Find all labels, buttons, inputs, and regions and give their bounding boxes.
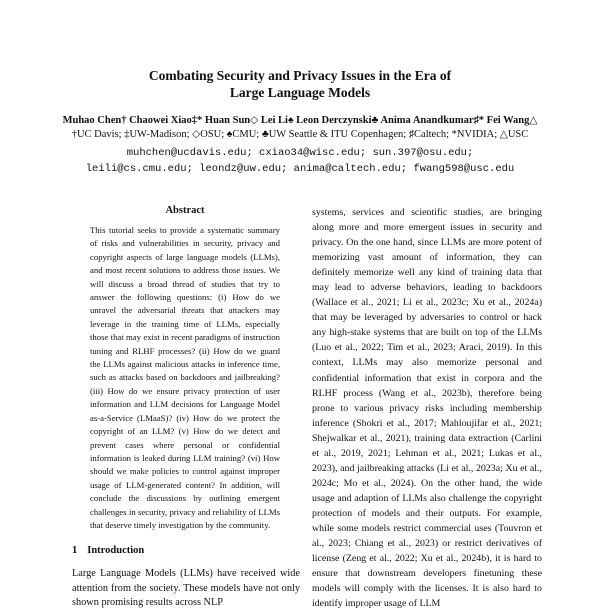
affiliation-list: †UC Davis; ‡UW-Madison; ◇OSU; ♠CMU; ♣UW Seattle & ITU Copenhagen; ♯Caltech; *NVIDIA; △USC — [71, 129, 529, 140]
email-line-2: leili@cs.cmu.edu; leondz@uw.edu; anima@caltech.edu; fwang598@usc.edu — [85, 163, 515, 175]
right-column-body: systems, services and scientific studies, are bringing along more and more emergent issues in security and privacy. On the one hand, since LLMs are more potent of memorizing vast amount of information, they can definitely memorize well any kind of training data that may lead to adverse behaviors, leading to backdoors (Wallace et al., 2021; Li et al., 2023c; Xu et al., 2024a) that may be leveraged by adversaries to control or hack any high-stake systems that are built on top of the LLMs (Luo et al., 2022; Tim et al., 2023; Araci, 2019). In this context, LLMs may also memorize personal and confidential information that exist in corpora and the RLHF process (Wang et al., 2023b), therefore being prone to various privacy risks including membership inference (Shokri et al., 2017; Mahloujifar et al., 2021; Shejwalkar et al., 2021), training data extraction (Carlini et al., 2019, 2021; Lehman et al., 2021; Lukas et al., 2023), and jailbreaking attacks (Li et al., 2023a; Xu et al., 2024c; Mo et al., 2024). On the other hand, the wide usage and adaption of LLMs also challenge the copyright protection of models and their outputs. For example, while some models restrict commercial uses (Touvron et al., 2023; Chiang et al., 2023) or restrict derivatives of license (Zeng et al., 2022; Xu et al., 2024b), it is hard to ensure that downstream developers finetuning these models will comply with the licenses. It is also hard to identify improper usage of LLM — [312, 207, 542, 610]
email-line-1: muhchen@ucdavis.edu; cxiao34@wisc.edu; sun.397@osu.edu; — [126, 147, 474, 159]
section-title: Introduction — [87, 545, 145, 556]
introduction-body: Large Language Models (LLMs) have received wide attention from the society. These models have not only shown promising results across NLP — [72, 568, 300, 608]
abstract-body: This tutorial seeks to provide a systematic summary of risks and vulnerabilities in security, privacy and copyright aspects of large language models (LLMs), and most recent solutions to address those issues. We will discuss a broad thread of studies that try to answer the following questions: (i) How do we unravel the adversarial threats that attackers may leverage in the training time of LLMs, especially those that may exist in recent paradigms of instruction tuning and RLHF processes? (ii) How do we guard the LLMs against malicious attacks in inference time, such as attacks based on backdoors and jailbreaking? (iii) How do we ensure privacy protection of user information and LLM decisions for Language Model as-a-Service (LMaaS)? (iv) How do we protect the copyright of an LLM? (v) How do we detect and prevent cases where personal or confidential information is leaked during LLM training? (vi) How should we make policies to control against improper usage of LLM-generated content? In addition, will conclude the discussions by outlining emergent challenges in security, privacy and reliability of LLMs that deserve timely investigation by the community. — [90, 225, 280, 530]
section-number: 1 — [72, 545, 78, 556]
abstract-heading: Abstract — [165, 205, 205, 216]
author-list: Muhao Chen† Chaowei Xiao‡* Huan Sun◇ Lei Li♠ Leon Derczynski♣ Anima Anandkumar♯* Fei Wang△ — [62, 115, 538, 126]
title-line-2: Large Language Models — [229, 85, 371, 100]
title-line-1: Combating Security and Privacy Issues in the Era of — [148, 68, 452, 83]
paper-title — [60, 67, 540, 101]
section-heading-introduction — [72, 545, 144, 556]
email-block — [8, 145, 592, 177]
